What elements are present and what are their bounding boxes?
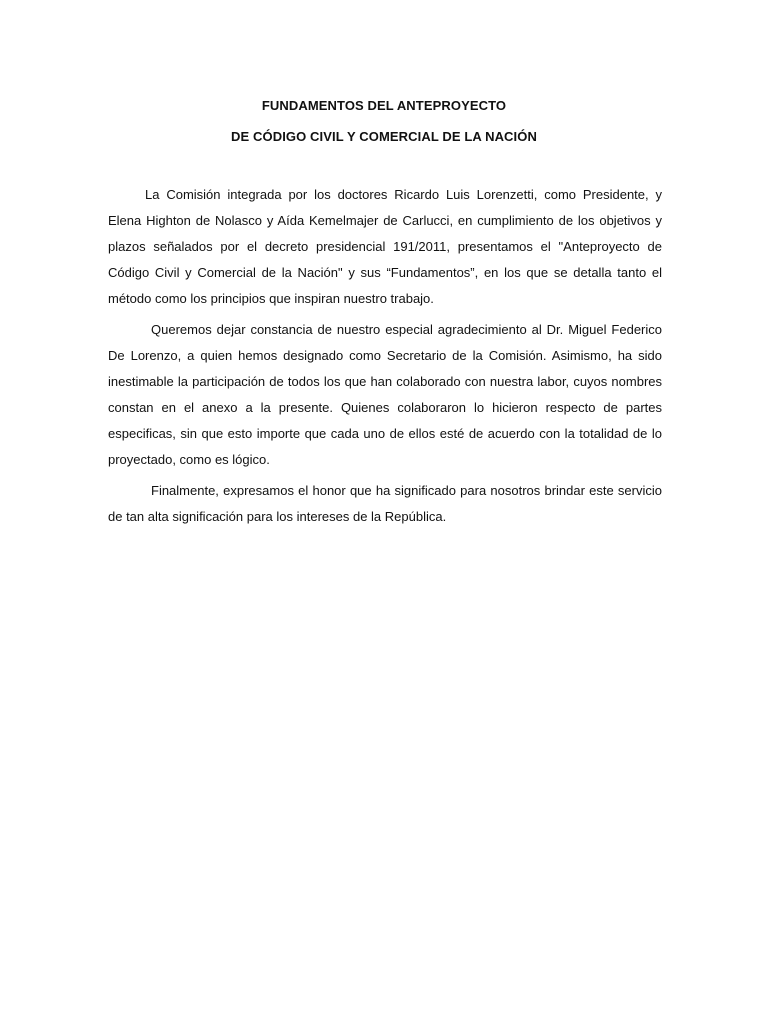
paragraph-acknowledgement: Queremos dejar constancia de nuestro especial agradecimiento al Dr. Miguel Federico De Lorenzo, a quien hemos designado como Secretario de la Comisión. Asimismo, ha sido inestimable la participación de todos los que han colaborado con nuestra labor, cuyos nombres constan en el anexo a la presente. Quienes colaboraron lo hicieron respecto de partes especificas, sin que esto importe que cada uno de ellos esté de acuerdo con la totalidad de lo proyectado, como es lógico. [108,322,662,467]
paragraph-commission: La Comisión integrada por los doctores Ricardo Luis Lorenzetti, como Presidente, y Elena Highton de Nolasco y Aída Kemelmajer de Carlucci, en cumplimiento de los objetivos y plazos señalados por el decreto presidencial 191/2011, presentamos el "Anteproyecto de Código Civil y Comercial de la Nación" y sus “Fundamentos”, en los que se detalla tanto el método como los principios que inspiran nuestro trabajo. [108,187,662,306]
document-title-line-2: DE CÓDIGO CIVIL Y COMERCIAL DE LA NACIÓN [231,129,537,144]
document-title-line-1: FUNDAMENTOS DEL ANTEPROYECTO [261,98,507,113]
paragraph-closing: Finalmente, expresamos el honor que ha significado para nosotros brindar este servicio de tan alta significación para los intereses de la República. [108,483,662,524]
